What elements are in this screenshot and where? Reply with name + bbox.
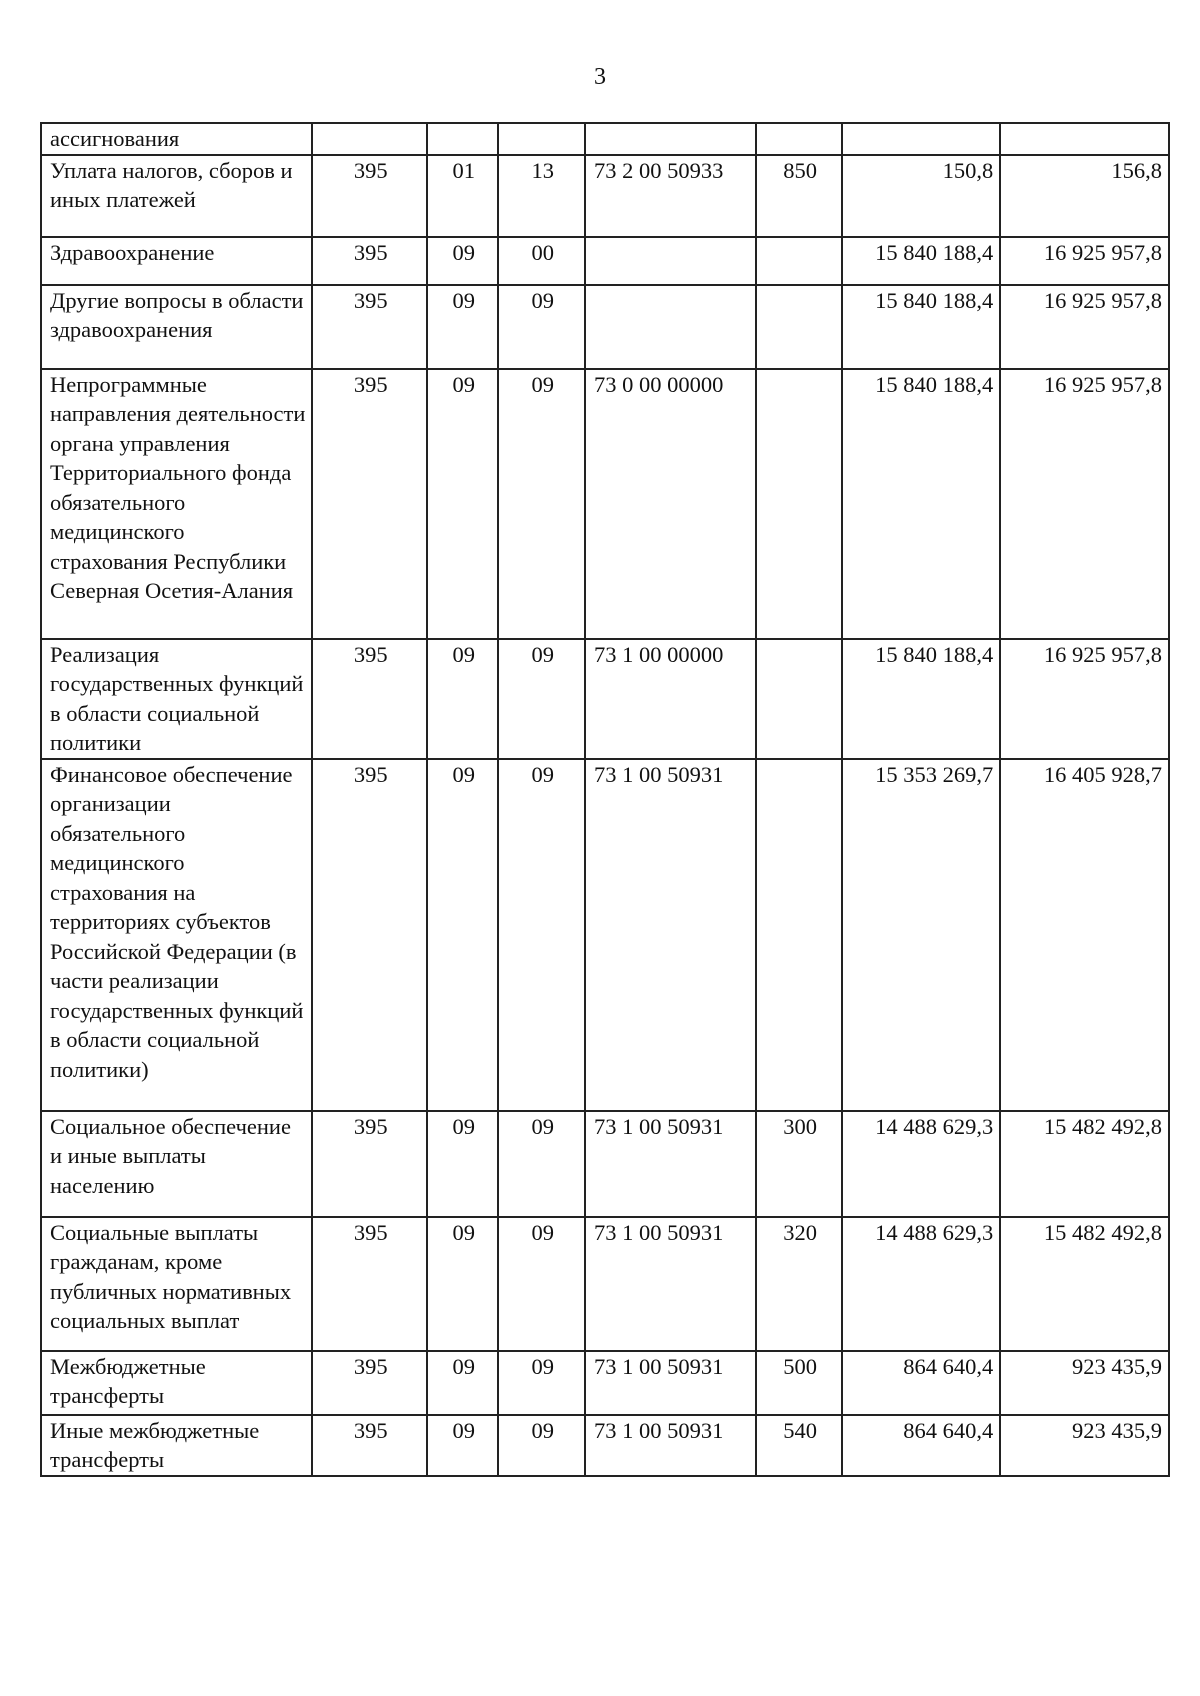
cell-expense-type: [756, 369, 843, 639]
cell-amount-2: [1000, 123, 1169, 155]
table-row: [41, 1111, 1169, 1217]
cell-name: Социальное обеспечение и иные выплаты населению: [41, 1111, 312, 1217]
table-row: [41, 369, 1169, 639]
cell-name: ассигнования: [41, 123, 312, 155]
cell-name: Социальные выплаты гражданам, кроме публичных нормативных социальных выплат: [41, 1217, 312, 1351]
budget-table-body: [41, 123, 1169, 1476]
cell-name: Финансовое обеспечение организации обязательного медицинского страхования на территориях субъектов Российской Федерации (в части реализации государственных функций в области социальной политики): [41, 759, 312, 1111]
cell-target-article: 73 1 00 50931: [585, 1351, 756, 1415]
cell-subsection: 09: [498, 369, 585, 639]
cell-target-article: [585, 237, 756, 285]
table-row: [41, 1351, 1169, 1415]
cell-target-article: 73 0 00 00000: [585, 369, 756, 639]
cell-amount-2: 15 482 492,8: [1000, 1217, 1169, 1351]
cell-amount-2: 16 925 957,8: [1000, 369, 1169, 639]
cell-grbs: 395: [312, 1217, 427, 1351]
cell-section: 09: [427, 369, 498, 639]
cell-section: 09: [427, 1351, 498, 1415]
cell-expense-type: [756, 759, 843, 1111]
cell-amount-1: 14 488 629,3: [842, 1217, 1000, 1351]
cell-section: 09: [427, 1111, 498, 1217]
table-row: [41, 759, 1169, 1111]
cell-name: Иные межбюджетные трансферты: [41, 1415, 312, 1476]
cell-amount-2: 16 405 928,7: [1000, 759, 1169, 1111]
cell-expense-type: 850: [756, 155, 843, 237]
cell-subsection: 09: [498, 639, 585, 759]
cell-amount-2: 923 435,9: [1000, 1415, 1169, 1476]
cell-grbs: 395: [312, 237, 427, 285]
cell-subsection: 09: [498, 285, 585, 369]
cell-amount-1: 864 640,4: [842, 1415, 1000, 1476]
cell-expense-type: 500: [756, 1351, 843, 1415]
cell-grbs: 395: [312, 285, 427, 369]
cell-subsection: 09: [498, 1351, 585, 1415]
cell-section: 09: [427, 1217, 498, 1351]
cell-amount-2: 923 435,9: [1000, 1351, 1169, 1415]
page-number: 3: [594, 64, 606, 90]
cell-section: 09: [427, 639, 498, 759]
cell-target-article: 73 2 00 50933: [585, 155, 756, 237]
cell-name: Реализация государственных функций в области социальной политики: [41, 639, 312, 759]
cell-section: [427, 123, 498, 155]
cell-subsection: 00: [498, 237, 585, 285]
cell-section: 09: [427, 759, 498, 1111]
cell-amount-2: 15 482 492,8: [1000, 1111, 1169, 1217]
cell-target-article: [585, 123, 756, 155]
cell-target-article: 73 1 00 50931: [585, 759, 756, 1111]
cell-name: Непрограммные направления деятельности органа управления Территориального фонда обязательного медицинского страхования Республики Северная Осетия-Алания: [41, 369, 312, 639]
cell-amount-1: 14 488 629,3: [842, 1111, 1000, 1217]
table-row: [41, 1217, 1169, 1351]
cell-amount-2: 16 925 957,8: [1000, 639, 1169, 759]
cell-target-article: [585, 285, 756, 369]
cell-name: Уплата налогов, сборов и иных платежей: [41, 155, 312, 237]
cell-subsection: 09: [498, 1217, 585, 1351]
cell-section: 01: [427, 155, 498, 237]
cell-grbs: 395: [312, 759, 427, 1111]
table-row: [41, 285, 1169, 369]
cell-grbs: 395: [312, 1351, 427, 1415]
cell-amount-1: 150,8: [842, 155, 1000, 237]
cell-amount-1: 15 840 188,4: [842, 285, 1000, 369]
table-row: [41, 639, 1169, 759]
table-row: [41, 237, 1169, 285]
cell-expense-type: [756, 237, 843, 285]
cell-grbs: 395: [312, 1111, 427, 1217]
cell-subsection: 09: [498, 1415, 585, 1476]
cell-target-article: 73 1 00 50931: [585, 1217, 756, 1351]
cell-grbs: 395: [312, 369, 427, 639]
cell-expense-type: [756, 639, 843, 759]
cell-section: 09: [427, 237, 498, 285]
cell-expense-type: 320: [756, 1217, 843, 1351]
cell-target-article: 73 1 00 50931: [585, 1415, 756, 1476]
cell-target-article: 73 1 00 00000: [585, 639, 756, 759]
cell-name: Здравоохранение: [41, 237, 312, 285]
cell-expense-type: 300: [756, 1111, 843, 1217]
cell-amount-1: 15 840 188,4: [842, 369, 1000, 639]
cell-subsection: 09: [498, 759, 585, 1111]
cell-amount-1: 15 840 188,4: [842, 237, 1000, 285]
cell-amount-2: 16 925 957,8: [1000, 237, 1169, 285]
budget-table: [40, 122, 1170, 1477]
cell-amount-1: 15 840 188,4: [842, 639, 1000, 759]
cell-expense-type: [756, 285, 843, 369]
cell-name: Межбюджетные трансферты: [41, 1351, 312, 1415]
cell-amount-2: 16 925 957,8: [1000, 285, 1169, 369]
table-row: [41, 1415, 1169, 1476]
table-row: [41, 155, 1169, 237]
cell-grbs: 395: [312, 155, 427, 237]
cell-grbs: [312, 123, 427, 155]
cell-expense-type: [756, 123, 843, 155]
cell-amount-1: [842, 123, 1000, 155]
table-row: [41, 123, 1169, 155]
cell-section: 09: [427, 285, 498, 369]
cell-subsection: 13: [498, 155, 585, 237]
cell-amount-2: 156,8: [1000, 155, 1169, 237]
cell-name: Другие вопросы в области здравоохранения: [41, 285, 312, 369]
cell-grbs: 395: [312, 1415, 427, 1476]
cell-amount-1: 15 353 269,7: [842, 759, 1000, 1111]
cell-grbs: 395: [312, 639, 427, 759]
cell-subsection: [498, 123, 585, 155]
cell-target-article: 73 1 00 50931: [585, 1111, 756, 1217]
cell-amount-1: 864 640,4: [842, 1351, 1000, 1415]
cell-expense-type: 540: [756, 1415, 843, 1476]
cell-subsection: 09: [498, 1111, 585, 1217]
cell-section: 09: [427, 1415, 498, 1476]
